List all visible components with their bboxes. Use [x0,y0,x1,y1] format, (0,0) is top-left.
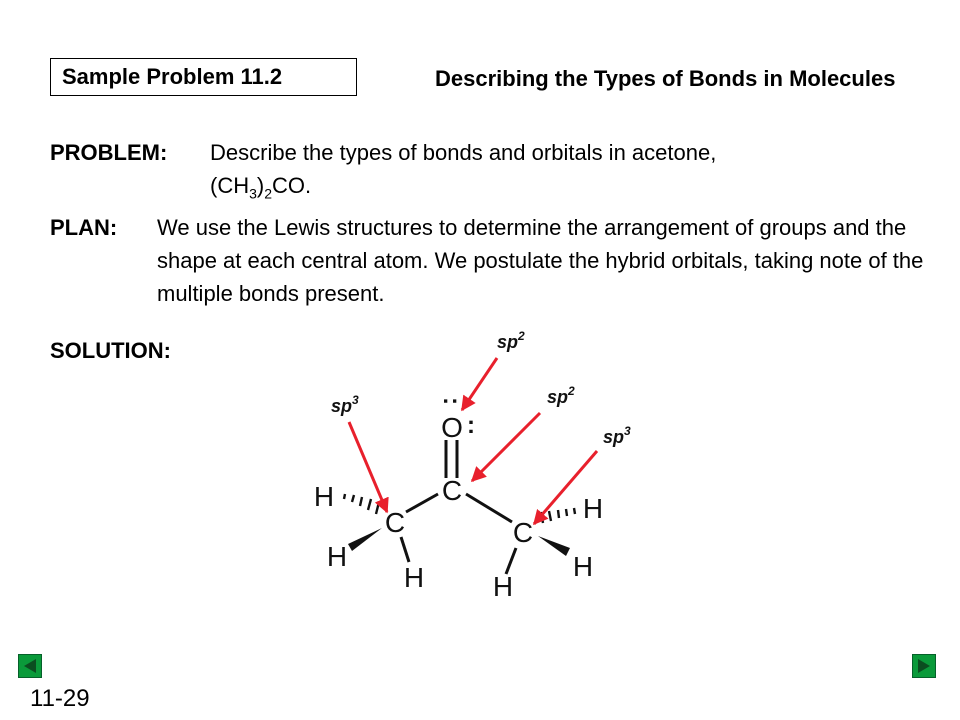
next-slide-button[interactable] [912,654,936,678]
atom-h-left-bottom: H [403,562,425,593]
page-title: Describing the Types of Bonds in Molecules [435,66,896,91]
c-c-bond-left [406,494,438,512]
atom-oxygen: O [441,412,463,443]
sample-problem-label: Sample Problem 11.2 [62,64,283,89]
hashed-wedge-left [344,494,379,514]
atom-h-left-top: H [313,481,335,512]
hybrid-label-carbon-center: $sp^2$ [547,384,575,407]
atom-h-right-top: H [582,493,604,524]
ch-bond-left-bottom [401,537,409,562]
previous-slide-button[interactable] [18,654,42,678]
acetone-formula: $(CH_3)_2CO$. [210,173,312,202]
plan-label: PLAN: [50,215,118,240]
hybrid-label-carbon-right: $sp^3$ [603,424,631,447]
slide-number: 11-29 [30,685,90,712]
atom-carbon-right: C [512,517,534,548]
lone-pair-right: : [467,412,475,439]
hybrid-label-carbon-left: $sp^3$ [331,393,359,416]
solution-label: SOLUTION: [50,338,171,363]
atom-h-left-mid: H [326,541,348,572]
arrow-carbon-left [349,422,387,512]
c-c-bond-right [466,494,512,522]
solid-wedge-left [348,528,382,551]
plan-text: We use the Lewis structures to determine the arrangement of groups and the shape at each central atom. We postulate the hybrid orbitals, taking note of the multiple bonds present. [157,215,924,306]
triangle-left-icon [19,655,41,677]
triangle-right-icon [913,655,935,677]
atom-carbon-center: C [441,475,463,506]
atom-carbon-left: C [384,507,406,538]
atom-h-right-bottom: H [492,571,514,602]
lone-pair-top: : [438,397,465,405]
solid-wedge-right [538,536,570,556]
problem-label: PROBLEM: [50,140,168,165]
arrow-oxygen [462,358,497,410]
atom-h-right-mid: H [572,551,594,582]
arrow-carbon-center [472,413,540,481]
problem-text-line: Describe the types of bonds and orbitals in acetone, [210,140,717,165]
hybrid-label-oxygen: $sp^2$ [497,329,525,352]
